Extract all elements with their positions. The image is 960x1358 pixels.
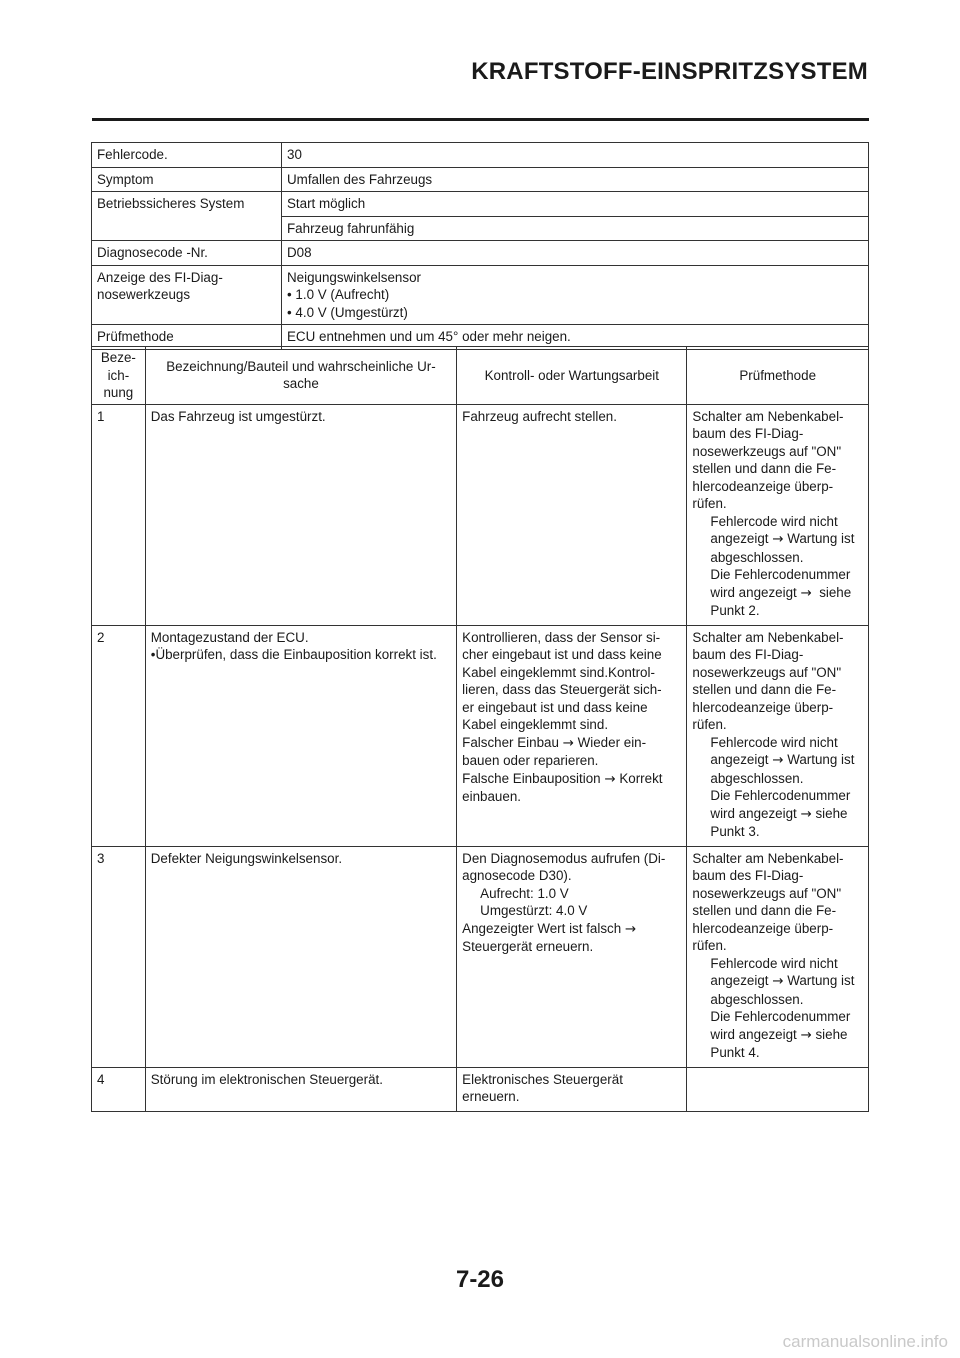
step-number: 1 [92,404,146,625]
check-text: siehe [815,1026,848,1042]
check-line: hlercodeanzeige überp- [692,478,834,494]
step-number: 4 [92,1067,146,1111]
action-text: Korrekt [619,770,663,786]
col-header-number [92,347,146,405]
step-action-line: erneuern. [462,1089,520,1104]
step-action [457,846,687,1067]
table-row [92,1067,869,1111]
check-line: baum des FI-Diag- [692,868,804,883]
check-text: Wartung ist [787,973,855,988]
procedure-table [91,346,869,1112]
pruef-label: Prüfmethode [92,325,282,350]
action-text: Falscher Einbau [462,734,559,750]
check-line: Punkt 3. [710,824,760,839]
check-text: angezeigt [710,531,769,546]
step-action-line [462,770,681,789]
step-action-line: lieren, dass das Steuergerät sich- [462,682,662,697]
check-line: Fehlercode wird nicht [710,955,838,971]
check-line: Die Fehlercodenummer [710,567,851,582]
arrow-right-icon: → [800,806,812,822]
action-text: Falsche Einbauposition [462,770,601,786]
col-header-number-line: nung [103,385,134,400]
step-action-line: Aufrecht: 1.0 V [480,885,569,901]
step-action-line: cher eingebaut ist und dass keine [462,647,662,662]
check-line [692,584,863,603]
betrieb-label: Betriebssicheres System [92,192,282,241]
symptom-label: Symptom [92,167,282,192]
step-number: 2 [92,625,146,846]
step-description [145,1067,456,1111]
watermark: carmanualsonline.info [782,1332,948,1351]
check-line: Punkt 4. [710,1045,760,1060]
anzeige-value-line-1: Neigungswinkelsensor [287,269,421,285]
anzeige-value-line-2: • 1.0 V (Aufrecht) [287,286,863,304]
check-line: abgeschlossen. [710,549,804,565]
col-header-check: Prüfmethode [687,347,869,405]
check-line: Fehlercode wird nicht [710,734,838,750]
step-action-line: Steuergerät erneuern. [462,939,594,954]
check-line [692,530,863,549]
step-action [457,625,687,846]
betrieb-value-1: Start möglich [282,192,869,217]
step-action-line: er eingebaut ist und dass keine [462,699,648,715]
fehlercode-label: Fehlercode. [92,143,282,168]
arrow-right-icon: → [624,921,637,937]
action-text: Angezeigter Wert ist falsch [462,920,622,936]
table-row [92,241,869,266]
step-action-line [462,734,681,753]
table-row [92,192,869,217]
check-text: wird angezeigt [710,1026,797,1042]
check-line [692,751,863,770]
col-header-number-line: ich- [107,367,130,383]
check-line: nosewerkzeugs auf "ON" [692,885,842,901]
check-line: Schalter am Nebenkabel- [692,850,844,866]
check-text: siehe [819,584,852,600]
table-header-row [92,347,869,405]
check-line: Fehlercode wird nicht [710,513,838,529]
fehlercode-value: 30 [282,143,869,168]
check-text: Wartung ist [787,531,855,546]
col-header-number-line: Beze- [100,350,136,365]
table-row [92,625,869,846]
step-description-line: Das Fahrzeug ist umgestürzt. [150,408,326,424]
anzeige-label-line-2: nosewerkzeugs [97,287,191,302]
check-line: rüfen. [692,938,727,953]
header-divider [92,118,869,121]
step-check [687,625,869,846]
anzeige-label-line-1: Anzeige des FI-Diag- [97,269,223,285]
check-text: wird angezeigt [710,584,797,600]
check-line [692,972,863,991]
action-text: Wieder ein- [577,734,647,750]
table-row [92,167,869,192]
col-header-description [145,347,456,405]
arrow-right-icon: → [800,585,812,601]
step-action-line: Kabel eingeklemmt sind. [462,717,609,732]
check-line: Schalter am Nebenkabel- [692,629,844,645]
step-action-line: Kabel eingeklemmt sind.Kontrol- [462,664,655,680]
check-text: Wartung ist [787,752,855,767]
fault-info-table [91,142,869,350]
step-description-line: Störung im elektronischen Steuergerät. [150,1071,383,1087]
betrieb-value-2: Fahrzeug fahrunfähig [282,216,869,241]
step-action-line: Fahrzeug aufrecht stellen. [462,408,617,424]
check-line: Schalter am Nebenkabel- [692,408,844,424]
step-check [687,846,869,1067]
page-number: 7-26 [455,1266,505,1293]
check-line: baum des FI-Diag- [692,647,804,662]
step-action-line: Kontrollieren, dass der Sensor si- [462,629,661,645]
check-line: abgeschlossen. [710,770,804,786]
anzeige-label [92,265,282,325]
anzeige-value-line-3: • 4.0 V (Umgestürzt) [287,304,863,322]
arrow-right-icon: → [800,1027,812,1043]
check-text: wird angezeigt [710,805,797,821]
step-action-line: Den Diagnosemodus aufrufen (Di- [462,850,666,866]
arrow-right-icon: → [772,974,784,989]
step-action-line: agnosecode D30). [462,868,572,883]
arrow-right-icon: → [772,753,784,768]
diag-label: Diagnosecode -Nr. [92,241,282,266]
col-header-description-line: sache [283,376,319,392]
check-line: nosewerkzeugs auf "ON" [692,664,842,680]
check-line: rüfen. [692,496,727,511]
arrow-right-icon: → [562,735,574,751]
table-row [92,404,869,625]
check-line: Die Fehlercodenummer [710,1009,851,1024]
anzeige-value [282,265,869,325]
step-number: 3 [92,846,146,1067]
check-line: stellen und dann die Fe- [692,682,837,697]
step-check [687,404,869,625]
col-header-action: Kontroll- oder Wartungsarbeit [457,347,687,405]
symptom-value: Umfallen des Fahrzeugs [282,167,869,192]
step-action-line: einbauen. [462,789,521,804]
step-action-line: Umgestürzt: 4.0 V [480,903,588,918]
step-action [457,1067,687,1111]
check-line: stellen und dann die Fe- [692,461,837,476]
step-action-line: bauen oder reparieren. [462,753,599,768]
table-row [92,265,869,325]
step-description [145,846,456,1067]
check-line: Die Fehlercodenummer [710,788,851,803]
step-description-line: Defekter Neigungswinkelsensor. [150,850,343,866]
arrow-right-icon: → [604,771,616,787]
check-line [692,805,863,824]
table-row [92,846,869,1067]
table-row [92,143,869,168]
step-description [145,625,456,846]
check-line: rüfen. [692,717,727,732]
diag-value: D08 [282,241,869,266]
check-line [692,1026,863,1045]
check-line: baum des FI-Diag- [692,426,804,441]
step-description-line: Montagezustand der ECU. [150,629,309,645]
step-description-line: •Überprüfen, dass die Einbauposition korrekt ist. [150,647,437,662]
check-line: hlercodeanzeige überp- [692,920,834,936]
check-line: hlercodeanzeige überp- [692,699,834,715]
check-text: siehe [815,805,848,821]
step-action [457,404,687,625]
step-check [687,1067,869,1111]
check-line: abgeschlossen. [710,991,804,1007]
page-title: KRAFTSTOFF-EINSPRITZSYSTEM [471,58,868,85]
check-line: nosewerkzeugs auf "ON" [692,443,842,459]
check-line: Punkt 2. [710,603,760,618]
check-line: stellen und dann die Fe- [692,903,837,918]
pruef-value: ECU entnehmen und um 45° oder mehr neigen. [282,325,869,350]
check-text: angezeigt [710,973,769,988]
arrow-right-icon: → [772,532,784,547]
step-description [145,404,456,625]
step-action-line [462,920,681,939]
check-text: angezeigt [710,752,769,767]
step-action-line: Elektronisches Steuergerät [462,1071,623,1087]
col-header-description-line: Bezeichnung/Bauteil und wahrscheinliche Ur- [166,358,436,374]
